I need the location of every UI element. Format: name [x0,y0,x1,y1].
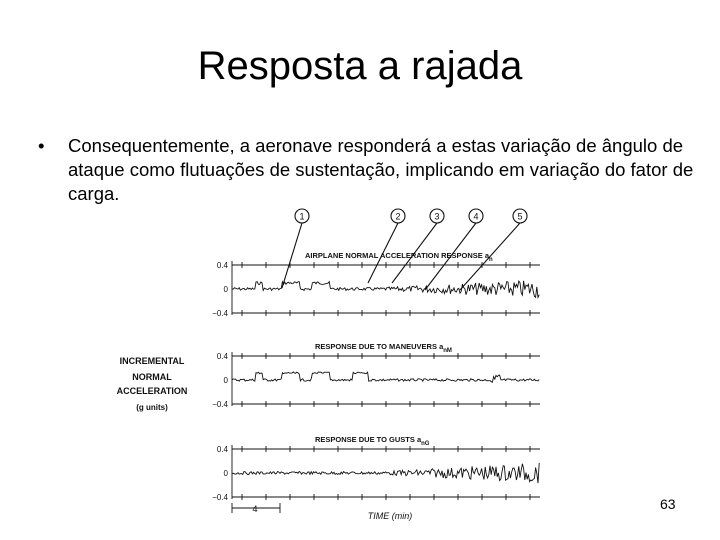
tick-label-2-3: −0.4 [212,400,228,409]
panel-1 [212,251,540,318]
slide-title: Resposta a rajada [197,44,523,88]
time-axis-label: TIME (min) [367,511,413,521]
slide-number: 63 [660,496,676,512]
callout-leader-1 [282,223,302,288]
time-axis [232,503,412,521]
tick-label-3-2: 0 [223,469,228,478]
panel-2 [212,342,540,409]
tick-label-3-1: 0.4 [216,445,228,454]
bullet-text: Consequentemente, a aeronave responderá a estas variação de ângulo de ataque como flutuações de sustentação, implicando em variação do fator de carga. [68,135,694,204]
tick-label-2-1: 0.4 [216,352,228,361]
callout-number-3: 3 [434,211,440,222]
ylabel-line-3: ACCELERATION [116,386,188,396]
tick-label-2-2: 0 [223,376,228,385]
trace-2 [232,372,539,382]
tick-label-3-3: −0.4 [212,493,228,502]
panel-title-3: RESPONSE DUE TO GUSTS $a_{nG}$ [315,435,430,447]
tick-label-1-3: −0.4 [212,309,228,318]
response-panels [212,251,540,502]
panel-3 [212,435,540,502]
tick-label-1-2: 0 [223,285,228,294]
ylabel-line-1: INCREMENTAL [119,356,185,366]
trace-3 [232,463,539,483]
incremental-acceleration-label [117,356,188,412]
panel-title-2: RESPONSE DUE TO MANEUVERS $a_{nM}$ [315,342,452,354]
callout-markers [282,209,527,290]
ylabel-line-2: NORMAL [132,372,172,382]
bullet-dot: • [38,135,45,156]
trace-1 [232,281,539,298]
ylabel-line-4: (g units) [136,403,168,412]
callout-number-4: 4 [473,211,479,222]
callout-number-2: 2 [395,211,401,222]
panel-title-1: AIRPLANE NORMAL ACCELERATION RESPONSE $a_n$ [305,251,493,263]
tick-label-1-1: 0.4 [216,261,228,270]
callout-number-1: 1 [299,211,305,222]
callout-number-5: 5 [517,211,523,222]
time-scale-label: 4 [252,504,258,514]
